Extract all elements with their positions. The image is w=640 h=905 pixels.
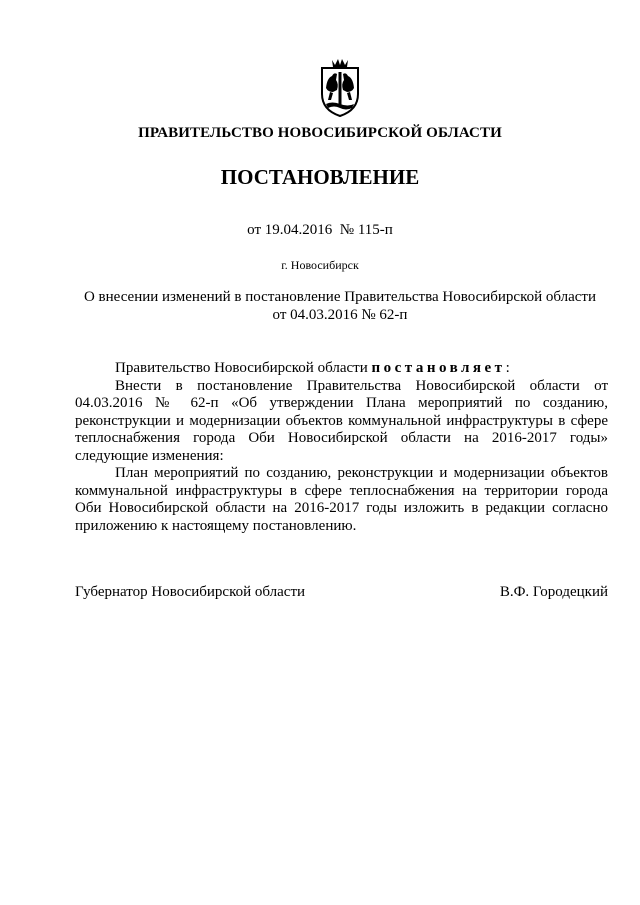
intro-suffix: : [505,360,510,376]
document-body [75,360,608,535]
intro-keyword: постановляет [371,360,506,376]
subject-line-1: О внесении изменений в постановление Правительства Новосибирской области [83,289,597,305]
body-paragraph-1: Внести в постановление Правительства Новосибирской области от 04.03.2016 № 62-п «Об утверждении Плана мероприятий по созданию, реконструкции и модернизации объектов коммунальной инфраструктуры в сфере теплоснабжения города Оби Новосибирской области на 2016-2017 годы» следующие изменения: [75,377,608,464]
document-date-number: от 19.04.2016 № 115-п [247,222,393,238]
coat-of-arms-icon [316,58,364,118]
intro-prefix: Правительство Новосибирской области [115,360,372,376]
body-paragraph-2: План мероприятий по созданию, реконструкции и модернизации объектов коммунальной инфраструктуры в сфере теплоснабжения на территории города Оби Новосибирской области на 2016-2017 годы изложить в редакции согласно приложению к настоящему постановлению. [75,465,608,534]
signature-block [75,584,608,601]
signatory-position: Губернатор Новосибирской области [75,584,306,600]
signatory-name: В.Ф. Городецкий [499,584,608,600]
document-type: ПОСТАНОВЛЕНИЕ [220,165,420,189]
subject-line-2: от 04.03.2016 № 62-п [272,307,408,323]
government-name: ПРАВИТЕЛЬСТВО НОВОСИБИРСКОЙ ОБЛАСТИ [138,125,502,141]
intro-paragraph [75,360,608,378]
document-subject [60,288,620,324]
document-city: г. Новосибирск [281,258,359,272]
